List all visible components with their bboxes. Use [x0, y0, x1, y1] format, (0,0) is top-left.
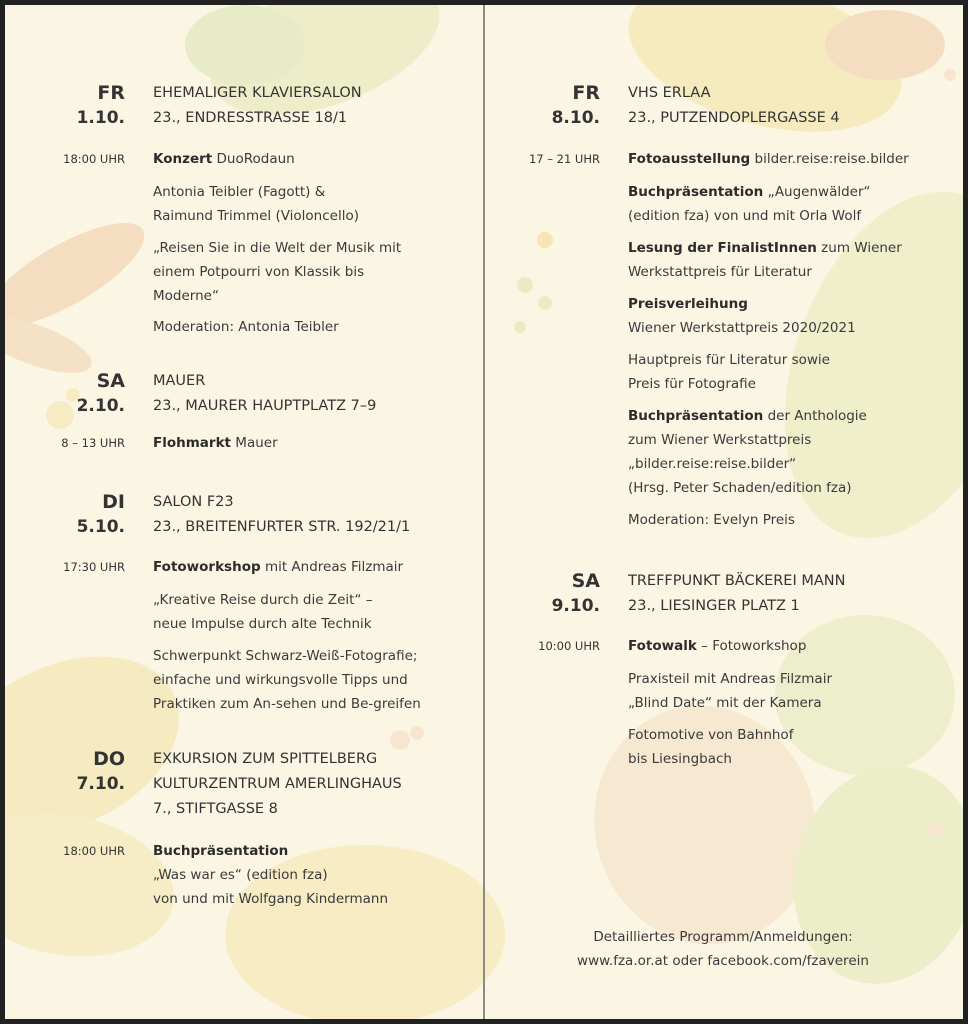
- event-title-rest: – Fotoworkshop: [696, 638, 807, 654]
- event-title-bold: Flohmarkt: [153, 435, 232, 451]
- event-address: 23., ENDRESSTRASSE 18/1: [153, 110, 348, 126]
- event-moderation: Moderation: Antonia Teibler: [153, 319, 339, 335]
- event-title: [628, 634, 928, 658]
- event-title-bold: Fotoworkshop: [153, 559, 261, 575]
- event-line-3: Fotomotive von Bahnhof: [628, 727, 794, 743]
- event-quote-1: „Reisen Sie in die Welt der Musik mit: [153, 240, 402, 256]
- block-rest: der Anthologie: [763, 408, 867, 424]
- event-line-2: „Blind Date“ mit der Kamera: [628, 695, 822, 711]
- event-line-1: „Was war es“ (edition fza): [153, 867, 328, 883]
- event-address: 23., LIESINGER PLATZ 1: [628, 598, 800, 614]
- block-rest: „Augenwälder“: [763, 184, 871, 200]
- event-address: 23., BREITENFURTER STR. 192/21/1: [153, 519, 411, 535]
- block-title: Preisverleihung: [628, 296, 748, 312]
- event-line-4: einfache und wirkungsvolle Tipps und: [153, 672, 408, 688]
- footer-links[interactable]: www.fza.or.at oder facebook.com/fzaverein: [577, 953, 869, 969]
- event-day: SA: [96, 370, 125, 392]
- event-moderation: Moderation: Evelyn Preis: [628, 512, 795, 528]
- block-title: Buchpräsentation: [628, 184, 764, 200]
- event-title-rest: Mauer: [231, 435, 278, 451]
- program-page: [5, 5, 963, 1019]
- event-day: FR: [97, 82, 125, 104]
- event-block-2-line-2: Werkstattpreis für Literatur: [628, 264, 812, 280]
- event-day: FR: [572, 82, 600, 104]
- event-block-1-line-2: (edition fza) von und mit Orla Wolf: [628, 208, 862, 224]
- event-block-5-line-4: (Hrsg. Peter Schaden/edition fza): [628, 480, 852, 496]
- event-title: [153, 555, 453, 579]
- event-title-rest: DuoRodaun: [212, 151, 295, 167]
- event-line-1: „Kreative Reise durch die Zeit“ –: [153, 592, 373, 608]
- event-line-2: neue Impulse durch alte Technik: [153, 616, 372, 632]
- event-block-4-line-1: Hauptpreis für Literatur sowie: [628, 352, 830, 368]
- event-venue: EXKURSION ZUM SPITTELBERG: [153, 751, 378, 767]
- event-title-bold: Fotoausstellung: [628, 151, 751, 167]
- event-venue: EHEMALIGER KLAVIERSALON: [153, 85, 362, 101]
- event-block-5: [628, 404, 928, 428]
- event-title: [153, 839, 453, 863]
- event-block-2: [628, 236, 928, 260]
- event-line-1: Praxisteil mit Andreas Filzmair: [628, 671, 832, 687]
- event-block-1: [628, 180, 928, 204]
- event-title-bold: Konzert: [153, 151, 213, 167]
- event-time: 17 – 21 UHR: [528, 152, 600, 166]
- event-date: 8.10.: [551, 108, 600, 128]
- event-block-4-line-2: Preis für Fotografie: [628, 376, 756, 392]
- event-block-5-line-2: zum Wiener Werkstattpreis: [628, 432, 812, 448]
- event-date: 9.10.: [551, 596, 600, 616]
- event-time: 17:30 UHR: [63, 560, 125, 574]
- footer-info: Detailliertes Programm/Anmeldungen:: [593, 929, 853, 945]
- event-venue-2: KULTURZENTRUM AMERLINGHAUS: [153, 776, 402, 792]
- event-date: 5.10.: [76, 517, 125, 537]
- event-block-3: [628, 292, 928, 316]
- event-title: [628, 147, 928, 171]
- event-time: 8 – 13 UHR: [61, 436, 125, 450]
- event-title-bold: Buchpräsentation: [153, 843, 289, 859]
- event-address: 23., PUTZENDOPLERGASSE 4: [628, 110, 840, 126]
- event-venue: VHS ERLAA: [628, 85, 711, 101]
- block-rest: zum Wiener: [816, 240, 902, 256]
- event-quote-3: Moderne“: [153, 288, 219, 304]
- event-venue: TREFFPUNKT BÄCKEREI MANN: [628, 573, 846, 589]
- event-venue: SALON F23: [153, 494, 234, 510]
- event-address: 7., STIFTGASSE 8: [153, 801, 278, 817]
- event-venue: MAUER: [153, 373, 206, 389]
- event-line-2: von und mit Wolfgang Kindermann: [153, 891, 389, 907]
- event-block-5-line-3: „bilder.reise:reise.bilder“: [628, 456, 797, 472]
- event-date: 1.10.: [76, 108, 125, 128]
- event-title-rest: bilder.reise:reise.bilder: [750, 151, 909, 167]
- event-title: [153, 431, 453, 455]
- event-performers-1: Antonia Teibler (Fagott) &: [153, 184, 326, 200]
- event-line-4: bis Liesingbach: [628, 751, 732, 767]
- event-line-5: Praktiken zum An-sehen und Be-greifen: [153, 696, 421, 712]
- event-block-3-line-2: Wiener Werkstattpreis 2020/2021: [628, 320, 856, 336]
- block-title: Buchpräsentation: [628, 408, 764, 424]
- block-title: Lesung der FinalistInnen: [628, 240, 817, 256]
- event-date: 2.10.: [76, 396, 125, 416]
- event-time: 18:00 UHR: [63, 844, 125, 858]
- event-title-bold: Fotowalk: [628, 638, 697, 654]
- event-day: SA: [571, 570, 600, 592]
- event-address: 23., MAURER HAUPTPLATZ 7–9: [153, 398, 377, 414]
- event-title: [153, 147, 453, 171]
- event-time: 18:00 UHR: [63, 152, 125, 166]
- event-title-rest: mit Andreas Filzmair: [260, 559, 404, 575]
- event-day: DO: [93, 748, 125, 770]
- event-line-3: Schwerpunkt Schwarz-Weiß-Fotografie;: [153, 648, 418, 664]
- event-date: 7.10.: [76, 774, 125, 794]
- event-day: DI: [102, 491, 125, 513]
- event-performers-2: Raimund Trimmel (Violoncello): [153, 208, 359, 224]
- event-time: 10:00 UHR: [538, 639, 600, 653]
- event-quote-2: einem Potpourri von Klassik bis: [153, 264, 365, 280]
